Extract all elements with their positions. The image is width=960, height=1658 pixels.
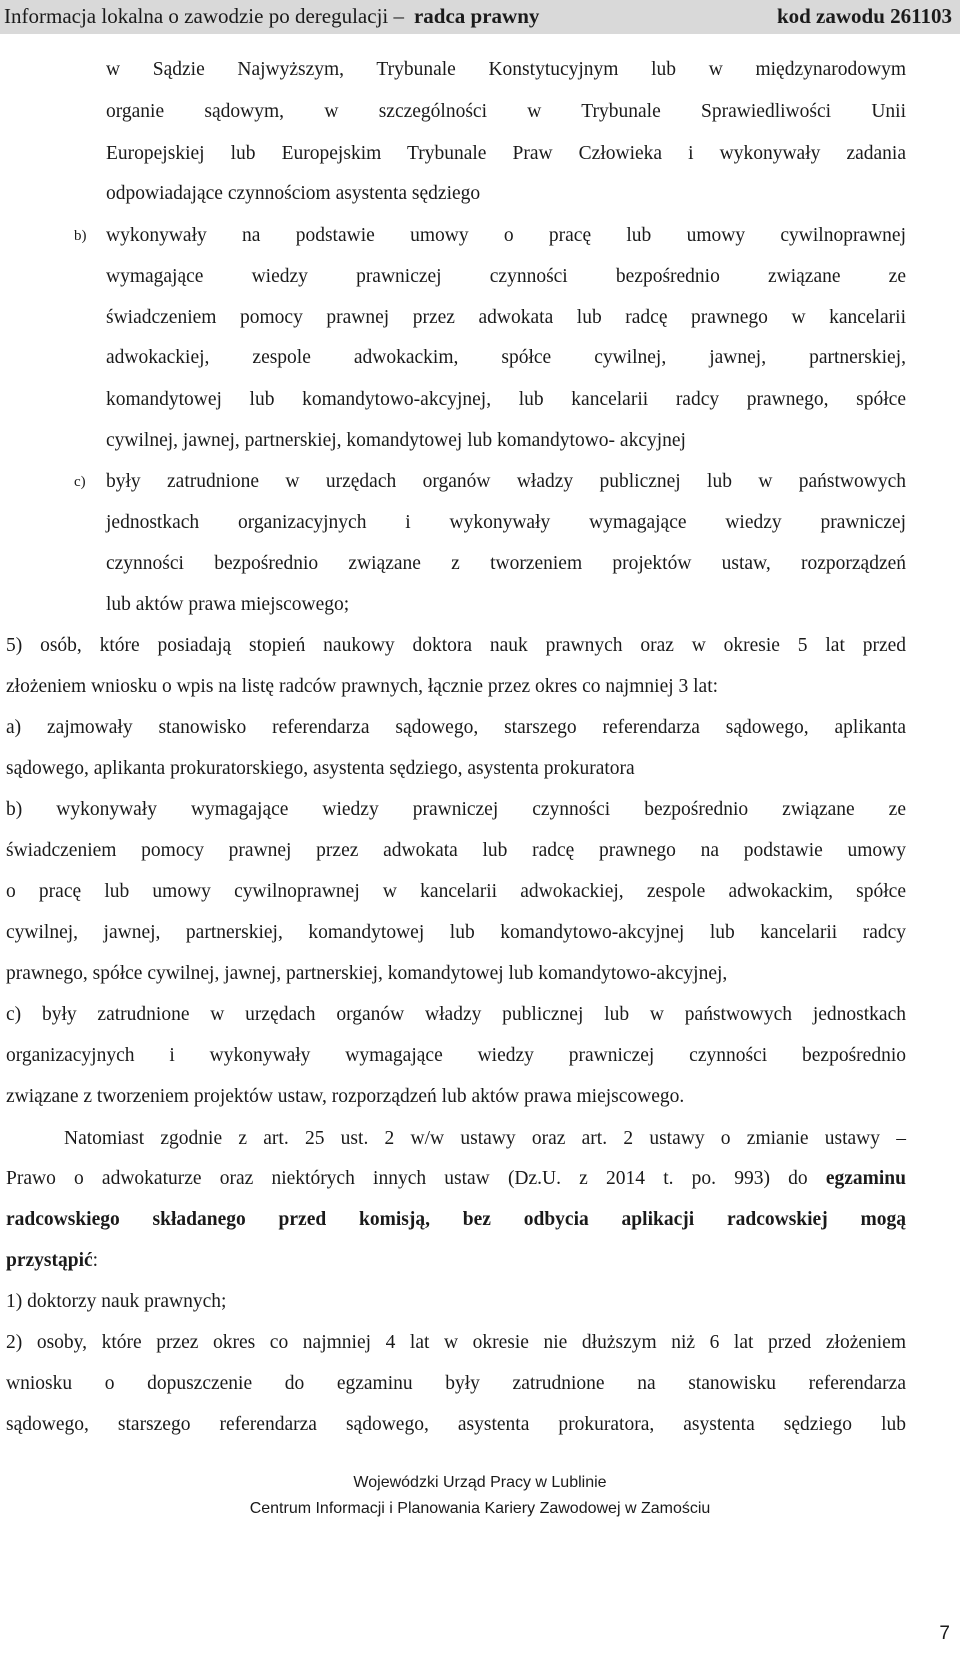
- header-left: [4, 4, 539, 29]
- footer-line-2: Centrum Informacji i Planowania Kariery Zawodowej w Zamościu: [249, 1500, 711, 1517]
- text-line: wniosku o dopuszczenie do egzaminu były zatrudnione na stanowisku referendarza: [6, 1373, 906, 1394]
- page-header: [0, 0, 960, 34]
- header-code: kod zawodu 261103: [776, 4, 952, 28]
- list-label-c: c): [74, 474, 86, 490]
- text-line: organie sądowym, w szczególności w Trybunale Sprawiedliwości Unii: [106, 101, 906, 122]
- text-line: Natomiast zgodnie z art. 25 ust. 2 w/w ustawy oraz art. 2 ustawy o zmianie ustawy –: [64, 1128, 906, 1149]
- text-line: o pracę lub umowy cywilnoprawnej w kancelarii adwokackiej, zespole adwokackim, spółce: [6, 881, 906, 902]
- text-span-bold: egzaminu: [825, 1168, 906, 1189]
- text-line: świadczeniem pomocy prawnej przez adwokata lub radcę prawnego na podstawie umowy: [6, 840, 906, 861]
- header-title: Informacja lokalna o zawodzie po deregulacji –: [4, 4, 404, 28]
- text-line: czynności bezpośrednio związane z tworzeniem projektów ustaw, rozporządzeń: [106, 553, 906, 574]
- text-line: [6, 1249, 98, 1273]
- text-line: jednostkach organizacyjnych i wykonywały wymagające wiedzy prawniczej: [106, 512, 906, 533]
- text-line: w Sądzie Najwyższym, Trybunale Konstytucyjnym lub w międzynarodowym: [106, 59, 906, 80]
- text-line: odpowiadające czynnościom asystenta sędziego: [106, 183, 481, 204]
- text-span: Prawo o adwokaturze oraz niektórych innych ustaw (Dz.U. z 2014 t. po. 993) do: [6, 1168, 808, 1189]
- text-line: cywilnej, jawnej, partnerskiej, komandytowej lub komandytowo-akcyjnej lub kancelarii radcy: [6, 922, 906, 943]
- page-number: 7: [939, 1623, 950, 1644]
- text-line: lub aktów prawa miejscowego;: [106, 594, 350, 615]
- text-line: sądowego, aplikanta prokuratorskiego, asystenta sędziego, asystenta prokuratora: [6, 758, 635, 779]
- text-line: adwokackiej, zespole adwokackim, spółce cywilnej, jawnej, partnerskiej,: [106, 347, 906, 368]
- text-span-bold: przystąpić: [6, 1250, 93, 1271]
- header-role: radca prawny: [413, 4, 540, 28]
- text-line: prawnego, spółce cywilnej, jawnej, partnerskiej, komandytowej lub komandytowo-akcyjnej,: [6, 963, 728, 984]
- text-line: [6, 1167, 906, 1191]
- text-line: wykonywały na podstawie umowy o pracę lub umowy cywilnoprawnej: [106, 225, 906, 246]
- text-line: 5) osób, które posiadają stopień naukowy doktora nauk prawnych oraz w okresie 5 lat przed: [6, 635, 906, 656]
- text-line: a) zajmowały stanowisko referendarza sądowego, starszego referendarza sądowego, aplikanta: [6, 717, 906, 738]
- text-line: złożeniem wniosku o wpis na listę radców prawnych, łącznie przez okres co najmniej 3 lat:: [6, 676, 719, 697]
- text-line: organizacyjnych i wykonywały wymagające wiedzy prawniczej czynności bezpośrednio: [6, 1045, 906, 1066]
- list-label-b: b): [74, 228, 87, 244]
- text-line: wymagające wiedzy prawniczej czynności bezpośrednio związane ze: [106, 266, 906, 287]
- text-line: związane z tworzeniem projektów ustaw, rozporządzeń lub aktów prawa miejscowego.: [6, 1086, 685, 1107]
- text-line: 1) doktorzy nauk prawnych;: [6, 1291, 227, 1312]
- text-line: sądowego, starszego referendarza sądowego, asystenta prokuratora, asystenta sędziego lub: [6, 1414, 906, 1435]
- text-line-bold: radcowskiego składanego przed komisją, bez odbycia aplikacji radcowskiej mogą: [6, 1209, 906, 1230]
- text-line: świadczeniem pomocy prawnej przez adwokata lub radcę prawnego w kancelarii: [106, 307, 906, 328]
- footer-line-1: Wojewódzki Urząd Pracy w Lublinie: [353, 1474, 607, 1491]
- text-line: były zatrudnione w urzędach organów władzy publicznej lub w państwowych: [106, 471, 906, 492]
- text-line: Europejskiej lub Europejskim Trybunale Praw Człowieka i wykonywały zadania: [106, 143, 906, 164]
- text-line: 2) osoby, które przez okres co najmniej 4 lat w okresie nie dłuższym niż 6 lat przed złożeniem: [6, 1332, 906, 1353]
- text-line: cywilnej, jawnej, partnerskiej, komandytowej lub komandytowo- akcyjnej: [106, 430, 686, 451]
- text-line: c) były zatrudnione w urzędach organów władzy publicznej lub w państwowych jednostkach: [6, 1004, 906, 1025]
- text-line: komandytowej lub komandytowo-akcyjnej, lub kancelarii radcy prawnego, spółce: [106, 389, 906, 410]
- text-span: :: [92, 1250, 99, 1271]
- text-line: b) wykonywały wymagające wiedzy prawniczej czynności bezpośrednio związane ze: [6, 799, 906, 820]
